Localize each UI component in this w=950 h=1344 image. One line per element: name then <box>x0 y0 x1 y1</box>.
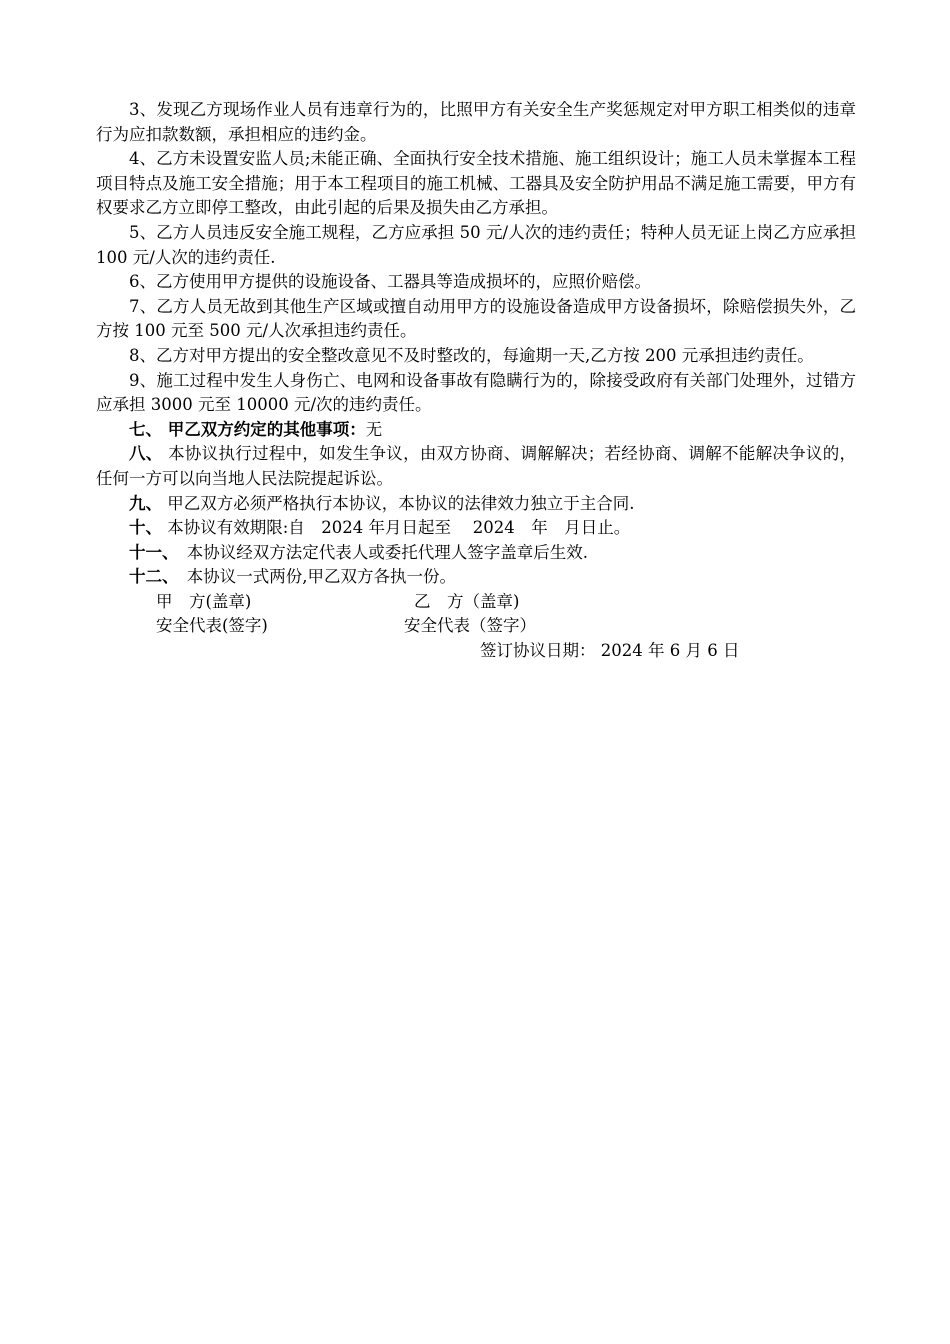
article-9 <box>96 492 856 517</box>
article-7-text: 无 <box>365 419 383 439</box>
document-body <box>96 98 856 664</box>
article-8 <box>96 442 856 491</box>
article-7-heading: 七、 甲乙双方约定的其他事项： <box>129 419 366 439</box>
article-8-text: 本协议执行过程中，如发生争议，由双方协商、调解解决；若经协商、调解不能解决争议的，任何一方可以向当地人民法院提起诉讼。 <box>96 444 857 488</box>
article-12 <box>96 565 856 590</box>
signing-date-line <box>96 639 856 664</box>
clause-7: 7、乙方人员无故到其他生产区域或擅自动用甲方的设施设备造成甲方设备损坏，除赔偿损失外，乙方按 100 元至 500 元/人次承担违约责任。 <box>96 296 856 341</box>
clause-4: 4、乙方未设置安监人员;未能正确、全面执行安全技术措施、施工组织设计；施工人员未掌握本工程项目特点及施工安全措施；用于本工程项目的施工机械、工器具及安全防护用品不满足施工需要，甲方有权要求乙方立即停工整改，由此引起的后果及损失由乙方承担。 <box>96 149 856 218</box>
party-a-representative: 安全代表(签字) <box>156 616 268 636</box>
clause-8: 8、乙方对甲方提出的安全整改意见不及时整改的，每逾期一天,乙方按 200 元承担违约责任。 <box>129 345 814 365</box>
clause-5: 5、乙方人员违反安全施工规程，乙方应承担 50 元/人次的违约责任；特种人员无证上岗乙方应承担 100 元/人次的违约责任. <box>96 222 856 267</box>
article-10-heading: 十、 <box>129 518 162 538</box>
article-9-heading: 九、 <box>129 493 162 513</box>
article-7 <box>96 418 856 443</box>
party-a-seal: 甲 方(盖章) <box>156 591 252 611</box>
article-12-text: 本协议一式两份,甲乙双方各执一份。 <box>170 567 456 587</box>
clause-3: 3、发现乙方现场作业人员有违章行为的，比照甲方有关安全生产奖惩规定对甲方职工相类似的违章行为应扣款数额，承担相应的违约金。 <box>96 100 856 144</box>
article-10 <box>96 516 856 541</box>
article-10-text: 本协议有效期限:自 2024 年月日起至 2024 年 月日止。 <box>162 518 631 538</box>
article-11 <box>96 541 856 566</box>
article-8-heading: 八、 <box>129 444 163 464</box>
seal-line <box>96 590 856 615</box>
clause-9: 9、施工过程中发生人身伤亡、电网和设备事故有隐瞒行为的，除接受政府有关部门处理外，过错方应承担 3000 元至 10000 元/次的违约责任。 <box>96 370 856 415</box>
signing-date: 签订协议日期： 2024 年 6 月 6 日 <box>480 641 740 661</box>
party-b-representative: 安全代表（签字） <box>404 616 536 636</box>
article-9-text: 甲乙双方必须严格执行本协议，本协议的法律效力独立于主合同. <box>162 493 635 513</box>
party-b-seal: 乙 方（盖章) <box>414 591 520 611</box>
article-12-heading: 十二、 <box>129 567 171 587</box>
representative-line <box>96 614 856 639</box>
clause-6: 6、乙方使用甲方提供的设施设备、工器具等造成损坏的，应照价赔偿。 <box>129 272 651 292</box>
article-11-heading: 十一、 <box>129 542 171 562</box>
article-11-text: 本协议经双方法定代表人或委托代理人签字盖章后生效. <box>170 542 588 562</box>
